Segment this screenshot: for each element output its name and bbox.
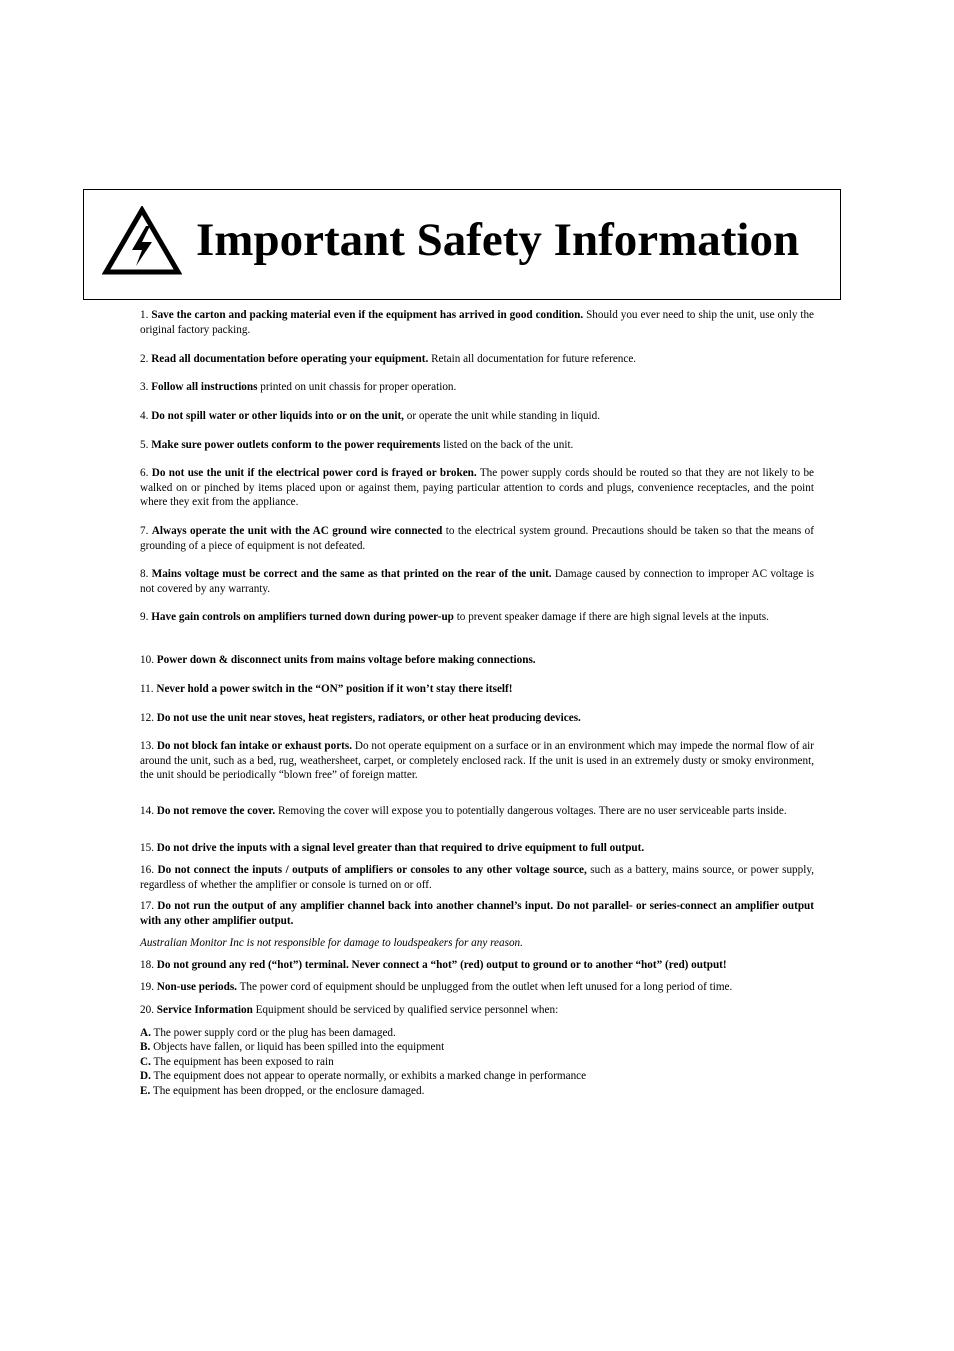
service-condition: E. The equipment has been dropped, or the enclosure damaged. xyxy=(140,1084,425,1097)
disclaimer-note: Australian Monitor Inc is not responsible for damage to loudspeakers for any reason. xyxy=(140,937,523,949)
safety-item: 8. Mains voltage must be correct and the same as that printed on the rear of the unit. Damage caused by connection to improper AC voltage is not covered by any warranty. xyxy=(140,568,814,595)
safety-item: 1. Save the carton and packing material even if the equipment has arrived in good condition. Should you ever need to ship the unit, use only the original factory packing. xyxy=(140,309,815,336)
safety-item: 14. Do not remove the cover. Removing the cover will expose you to potentially dangerous voltages. There are no user serviceable parts inside. xyxy=(140,805,787,817)
safety-item: 12. Do not use the unit near stoves, heat registers, radiators, or other heat producing devices. xyxy=(140,712,581,724)
safety-item: 16. Do not connect the inputs / outputs of amplifiers or consoles to any other voltage source, such as a battery, mains source, or power supply, regardless of whether the amplifier or console is turned on or off. xyxy=(140,864,815,891)
safety-item: 18. Do not ground any red (“hot”) terminal. Never connect a “hot” (red) output to ground or to another “hot” (red) output! xyxy=(140,959,727,971)
safety-item: 17. Do not run the output of any amplifier channel back into another channel’s input. Do not parallel- or series-connect an amplifier output with any other amplifier output. xyxy=(140,900,815,927)
safety-item: 15. Do not drive the inputs with a signal level greater than that required to drive equipment to full output. xyxy=(140,842,645,854)
safety-item: 13. Do not block fan intake or exhaust ports. Do not operate equipment on a surface or in an environment which may impede the normal flow of air around the unit, such as a bed, rug, weathersheet, carpet, or completely enclosed rack. If the unit is used in an extremely dusty or smoky environment, the unit should be periodically “blown free” of foreign matter. xyxy=(140,740,815,782)
electrical-hazard-warning-icon xyxy=(102,206,182,276)
safety-item: 20. Service Information Equipment should be serviced by qualified service personnel when: xyxy=(140,1004,559,1016)
safety-item: 3. Follow all instructions printed on unit chassis for proper operation. xyxy=(140,381,457,393)
service-condition: D. The equipment does not appear to operate normally, or exhibits a marked change in performance xyxy=(140,1070,587,1083)
safety-item: 6. Do not use the unit if the electrical power cord is frayed or broken. The power supply cords should be routed so that they are not likely to be walked on or pinched by items placed upon or against them, paying particular attention to cords and plugs, convenience receptacles, and the point where they exit from the appliance. xyxy=(140,467,814,509)
page-title: Important Safety Information xyxy=(196,214,800,266)
service-condition: B. Objects have fallen, or liquid has been spilled into the equipment xyxy=(140,1041,445,1054)
service-condition: A. The power supply cord or the plug has been damaged. xyxy=(140,1027,396,1039)
safety-item: 9. Have gain controls on amplifiers turned down during power-up to prevent speaker damage if there are high signal levels at the inputs. xyxy=(140,611,769,623)
safety-item: 11. Never hold a power switch in the “ON” position if it won’t stay there itself! xyxy=(140,683,513,695)
title-box xyxy=(83,189,841,300)
safety-item: 2. Read all documentation before operating your equipment. Retain all documentation for future reference. xyxy=(140,353,637,365)
service-conditions-list xyxy=(140,1026,814,1098)
safety-item: 7. Always operate the unit with the AC ground wire connected to the electrical system ground. Precautions should be taken so that the means of grounding of a piece of equipment is not defeated. xyxy=(140,525,815,552)
safety-item: 5. Make sure power outlets conform to the power requirements listed on the back of the unit. xyxy=(140,439,574,451)
safety-item: 10. Power down & disconnect units from mains voltage before making connections. xyxy=(140,654,536,666)
safety-item: 4. Do not spill water or other liquids into or on the unit, or operate the unit while standing in liquid. xyxy=(140,410,601,422)
safety-item: 19. Non-use periods. The power cord of equipment should be unplugged from the outlet when left unused for a long period of time. xyxy=(140,981,733,993)
service-condition: C. The equipment has been exposed to rain xyxy=(140,1055,334,1068)
